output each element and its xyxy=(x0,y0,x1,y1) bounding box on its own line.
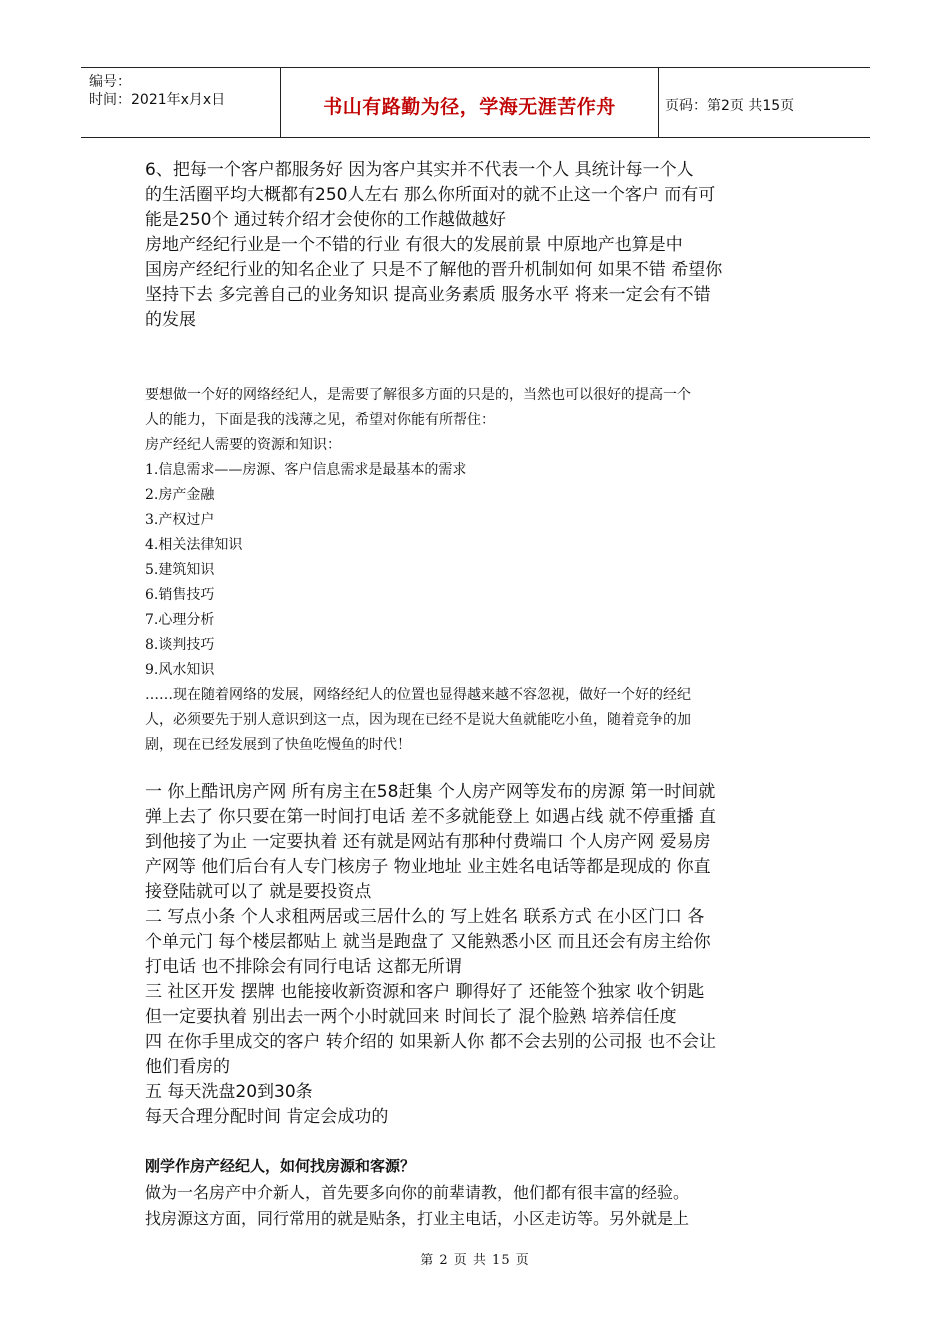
text-line: 但一定要执着 别出去一两个小时就回来 时间长了 混个脸熟 培养信任度 xyxy=(145,1007,677,1027)
text-line: 打电话 也不排除会有同行电话 这都无所谓 xyxy=(145,957,462,977)
section-customer-service xyxy=(145,158,815,333)
text-line: 一 你上酷讯房产网 所有房主在58赶集 个人房产网等发布的房源 第一时间就 xyxy=(145,782,716,802)
header-page-cell xyxy=(659,68,870,137)
text-line: 找房源这方面，同行常用的就是贴条，打业主电话，小区走访等。另外就是上 xyxy=(145,1209,690,1228)
header-motto-cell xyxy=(281,68,659,137)
text-line: 坚持下去 多完善自己的业务知识 提高业务素质 服务水平 将来一定会有不错 xyxy=(145,285,711,305)
text-line: 弹上去了 你只要在第一时间打电话 差不多就能登上 如遇占线 就不停重播 直 xyxy=(145,807,717,827)
text-line: 做为一名房产中介新人，首先要多向你的前辈请教，他们都有很丰富的经验。 xyxy=(145,1183,690,1202)
list-item: 1.信息需求——房源、客户信息需求是最基本的需求 xyxy=(145,462,467,478)
text-line: 三 社区开发 摆牌 也能接收新资源和客户 聊得好了 还能签个独家 收个钥匙 xyxy=(145,982,705,1002)
list-item: 9.风水知识 xyxy=(145,662,215,678)
header-meta-cell xyxy=(81,68,281,137)
text-line: 二 写点小条 个人求租两居或三居什么的 写上姓名 联系方式 在小区门口 各 xyxy=(145,907,705,927)
list-item: 5.建筑知识 xyxy=(145,562,215,578)
text-line: 剧，现在已经发展到了快鱼吃慢鱼的时代！ xyxy=(145,737,411,753)
header-time-label: 时间：2021年x月x日 xyxy=(89,92,226,108)
list-item: 4.相关法律知识 xyxy=(145,537,243,553)
section-newcomer-advice xyxy=(145,1180,815,1232)
text-line: 产网等 他们后台有人专门核房子 物业地址 业主姓名电话等都是现成的 你直 xyxy=(145,857,711,877)
text-line: 能是250个 通过转介绍才会使你的工作越做越好 xyxy=(145,210,506,230)
text-line: 要想做一个好的网络经纪人，是需要了解很多方面的只是的，当然也可以很好的提高一个 xyxy=(145,387,691,403)
text-line: 的生活圈平均大概都有250人左右 那么你所面对的就不止这一个客户 而有可 xyxy=(145,185,716,205)
question-heading: 刚学作房产经纪人，如何找房源和客源？ xyxy=(145,1157,416,1175)
text-line: 房地产经纪行业是一个不错的行业 有很大的发展前景 中原地产也算是中 xyxy=(145,235,683,255)
header-number-label: 编号： xyxy=(89,74,131,90)
text-line: 接登陆就可以了 就是要投资点 xyxy=(145,882,372,902)
text-line: 6、把每一个客户都服务好 因为客户其实并不代表一个人 具统计每一个人 xyxy=(145,160,694,180)
text-line: 他们看房的 xyxy=(145,1057,230,1077)
text-line: 房产经纪人需要的资源和知识： xyxy=(145,437,341,453)
text-line: 国房产经纪行业的知名企业了 只是不了解他的晋升机制如何 如果不错 希望你 xyxy=(145,260,723,280)
text-line: 每天合理分配时间 肯定会成功的 xyxy=(145,1107,389,1127)
list-item: 8.谈判技巧 xyxy=(145,637,215,653)
text-line: 个单元门 每个楼层都贴上 就当是跑盘了 又能熟悉小区 而且还会有房主给你 xyxy=(145,932,711,952)
list-item: 6.销售技巧 xyxy=(145,587,215,603)
text-line: ……现在随着网络的发展，网络经纪人的位置也显得越来越不容忽视，做好一个好的经纪 xyxy=(145,687,691,703)
section-listing-tips xyxy=(145,780,815,1130)
text-line: 四 在你手里成交的客户 转介绍的 如果新人你 都不会去别的公司报 也不会让 xyxy=(145,1032,717,1052)
section-agent-knowledge xyxy=(145,383,815,758)
list-item: 2.房产金融 xyxy=(145,487,215,503)
list-item: 7.心理分析 xyxy=(145,612,215,628)
text-line: 人，必须要先于别人意识到这一点，因为现在已经不是说大鱼就能吃小鱼，随着竞争的加 xyxy=(145,712,691,728)
header-motto: 书山有路勤为径，学海无涯苦作舟 xyxy=(323,96,616,118)
document-header xyxy=(81,67,870,138)
header-page-label: 页码：第2页 共15页 xyxy=(665,98,795,114)
page-footer: 第 2 页 共 15 页 xyxy=(420,1253,530,1268)
text-line: 的发展 xyxy=(145,310,196,330)
list-item: 3.产权过户 xyxy=(145,512,215,528)
text-line: 人的能力，下面是我的浅薄之见，希望对你能有所帮住： xyxy=(145,412,495,428)
text-line: 到他接了为止 一定要执着 还有就是网站有那种付费端口 个人房产网 爱易房 xyxy=(145,832,711,852)
text-line: 五 每天洗盘20到30条 xyxy=(145,1082,313,1102)
